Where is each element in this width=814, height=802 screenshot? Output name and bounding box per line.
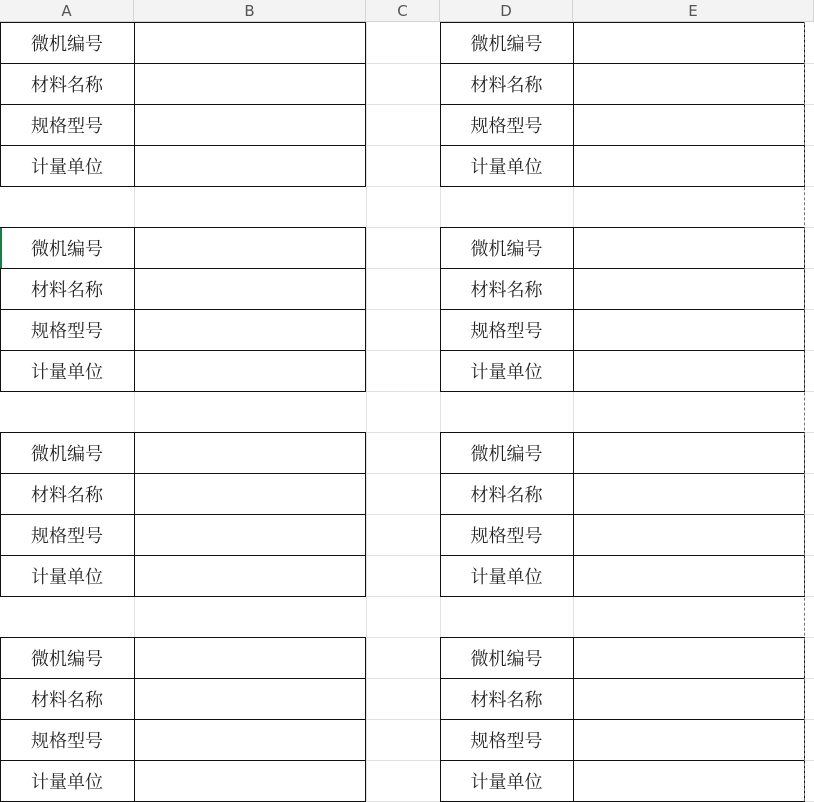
value-cell[interactable] <box>573 637 805 678</box>
value-cell[interactable] <box>573 719 805 760</box>
value-cell[interactable] <box>134 719 366 760</box>
label-cell[interactable]: 微机编号 <box>31 443 103 465</box>
value-cell[interactable] <box>573 514 805 555</box>
value-cell[interactable] <box>573 309 805 350</box>
label-cell[interactable]: 计量单位 <box>470 771 543 793</box>
column-header-a[interactable]: A <box>0 0 134 22</box>
value-cell[interactable] <box>573 473 805 514</box>
label-cell[interactable]: 规格型号 <box>31 525 103 547</box>
value-cell[interactable] <box>573 678 805 719</box>
label-cell[interactable]: 微机编号 <box>470 648 543 670</box>
value-cell[interactable] <box>573 555 805 596</box>
page-break-line <box>804 22 805 801</box>
column-header-c[interactable]: C <box>366 0 440 22</box>
label-cell[interactable]: 材料名称 <box>31 74 103 96</box>
label-cell[interactable]: 规格型号 <box>470 730 543 752</box>
grid-col-line <box>366 22 367 801</box>
label-cell[interactable]: 计量单位 <box>31 156 103 178</box>
label-cell[interactable]: 微机编号 <box>31 238 103 260</box>
value-cell[interactable] <box>573 63 805 104</box>
value-cell[interactable] <box>134 22 366 63</box>
label-cell[interactable]: 微机编号 <box>31 33 103 55</box>
label-cell[interactable]: 规格型号 <box>31 115 103 137</box>
value-cell[interactable] <box>134 227 366 268</box>
label-cell[interactable]: 计量单位 <box>470 156 543 178</box>
value-cell[interactable] <box>134 63 366 104</box>
column-header-b[interactable]: B <box>134 0 366 22</box>
value-cell[interactable] <box>134 555 366 596</box>
label-cell[interactable]: 规格型号 <box>31 730 103 752</box>
value-cell[interactable] <box>134 104 366 145</box>
value-cell[interactable] <box>134 145 366 186</box>
label-cell[interactable]: 微机编号 <box>470 443 543 465</box>
label-cell[interactable]: 规格型号 <box>470 320 543 342</box>
label-cell[interactable]: 计量单位 <box>31 566 103 588</box>
column-header-e[interactable]: E <box>573 0 814 22</box>
label-cell[interactable]: 微机编号 <box>31 648 103 670</box>
value-cell[interactable] <box>573 227 805 268</box>
label-cell[interactable]: 微机编号 <box>470 238 543 260</box>
label-cell[interactable]: 材料名称 <box>470 689 543 711</box>
value-cell[interactable] <box>134 637 366 678</box>
value-cell[interactable] <box>134 309 366 350</box>
value-cell[interactable] <box>134 473 366 514</box>
value-cell[interactable] <box>134 760 366 801</box>
value-cell[interactable] <box>573 268 805 309</box>
label-cell[interactable]: 材料名称 <box>470 484 543 506</box>
value-cell[interactable] <box>573 22 805 63</box>
value-cell[interactable] <box>573 432 805 473</box>
label-cell[interactable]: 材料名称 <box>31 484 103 506</box>
value-cell[interactable] <box>573 760 805 801</box>
label-cell[interactable]: 计量单位 <box>31 771 103 793</box>
column-header-d[interactable]: D <box>440 0 573 22</box>
label-cell[interactable]: 材料名称 <box>470 279 543 301</box>
label-cell[interactable]: 微机编号 <box>470 33 543 55</box>
label-cell[interactable]: 规格型号 <box>31 320 103 342</box>
value-cell[interactable] <box>573 145 805 186</box>
label-cell[interactable]: 计量单位 <box>31 361 103 383</box>
value-cell[interactable] <box>134 350 366 391</box>
value-cell[interactable] <box>573 350 805 391</box>
label-cell[interactable]: 材料名称 <box>31 279 103 301</box>
value-cell[interactable] <box>134 268 366 309</box>
value-cell[interactable] <box>134 514 366 555</box>
label-cell[interactable]: 材料名称 <box>31 689 103 711</box>
value-cell[interactable] <box>573 104 805 145</box>
value-cell[interactable] <box>134 432 366 473</box>
label-cell[interactable]: 规格型号 <box>470 115 543 137</box>
label-cell[interactable]: 材料名称 <box>470 74 543 96</box>
label-cell[interactable]: 规格型号 <box>470 525 543 547</box>
label-cell[interactable]: 计量单位 <box>470 361 543 383</box>
active-cell-indicator <box>0 228 2 268</box>
label-cell[interactable]: 计量单位 <box>470 566 543 588</box>
value-cell[interactable] <box>134 678 366 719</box>
